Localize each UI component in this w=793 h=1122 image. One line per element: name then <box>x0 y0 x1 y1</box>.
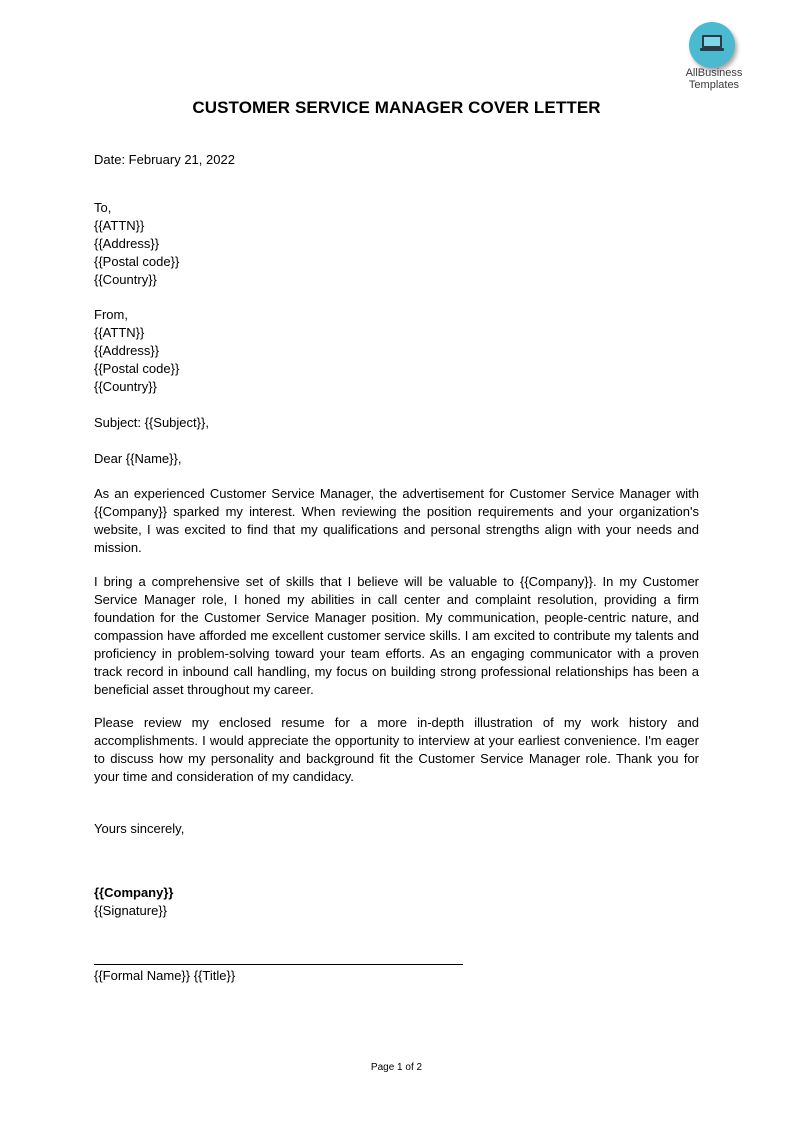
signature-placeholder: {{Signature}} <box>94 903 168 918</box>
body-paragraph-1: As an experienced Customer Service Manager, the advertisement for Customer Service Manager with {{Company}} sparked my interest. When reviewing the position requirements and your organization's website, I was excited to find that my qualifications and personal strengths align with your needs and mission. <box>94 486 699 555</box>
page-number-footer: Page 1 of 2 <box>370 1062 423 1073</box>
from-address: {{Address}} <box>94 343 160 358</box>
to-label: To, <box>94 200 112 215</box>
to-postal-code: {{Postal code}} <box>94 254 180 269</box>
logo-text-line1: AllBusiness <box>685 67 743 79</box>
to-attn: {{ATTN}} <box>94 218 145 233</box>
body-paragraph-3: Please review my enclosed resume for a more in-depth illustration of my work history and accomplishments. I would appreciate the opportunity to interview at your earliest convenience. I'm eager to discuss how my personality and background fit the Customer Service Manager role. Thank you for your time and consideration of my candidacy. <box>94 715 699 784</box>
page-title: CUSTOMER SERVICE MANAGER COVER LETTER <box>192 98 601 117</box>
to-country: {{Country}} <box>94 272 157 287</box>
signature-line <box>94 964 463 965</box>
laptop-icon <box>699 33 725 55</box>
allbusiness-templates-logo <box>680 22 750 94</box>
from-attn: {{ATTN}} <box>94 325 145 340</box>
from-country: {{Country}} <box>94 379 157 394</box>
logo-text <box>680 67 748 91</box>
closing: Yours sincerely, <box>94 821 185 836</box>
logo-text-line2: Templates <box>688 79 740 91</box>
letter-date: Date: February 21, 2022 <box>94 152 235 167</box>
company-name: {{Company}} <box>94 885 174 900</box>
from-label: From, <box>94 307 128 322</box>
subject-line: Subject: {{Subject}}, <box>94 415 209 430</box>
salutation: Dear {{Name}}, <box>94 451 182 466</box>
to-address: {{Address}} <box>94 236 160 251</box>
formal-name-title: {{Formal Name}} {{Title}} <box>94 968 236 983</box>
body-paragraph-2: I bring a comprehensive set of skills that I believe will be valuable to {{Company}}. In my Customer Service Manager role, I honed my abilities in call center and complaint resolution, providing a firm foundation for the Customer Service Manager position. My communication, people-centric nature, and compassion have afforded me excellent customer service skills. I am excited to contribute my talents and proficiency in problem-solving toward your team efforts. As an engaging communicator with a proven track record in inbound call handling, my focus on building strong professional relationships has been a beneficial asset throughout my career. <box>94 574 699 697</box>
logo-circle <box>689 22 735 68</box>
from-postal-code: {{Postal code}} <box>94 361 180 376</box>
